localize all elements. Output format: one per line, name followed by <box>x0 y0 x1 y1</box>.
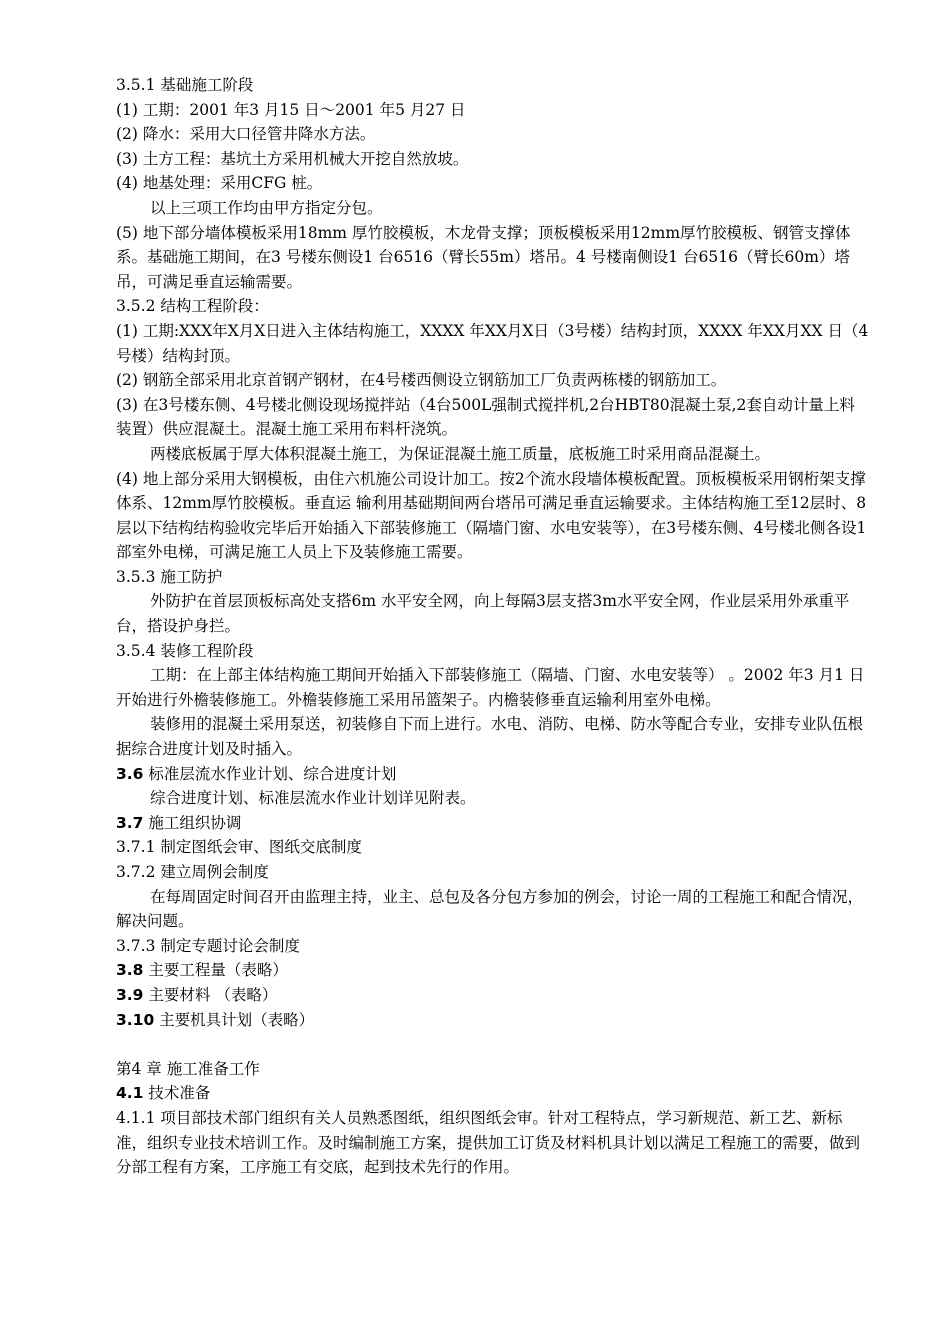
heading-3-5-4: 3.5.4 装修工程阶段 <box>116 641 254 660</box>
paragraph: 4.1.1 项目部技术部门组织有关人员熟悉图纸，组织图纸会审。针对工程特点，学习新规范、新工艺、新标准，组织专业技术培训工作。及时编制施工方案，提供加工订货及材料机具计划以满足工程施工的需要，做到分部工程有方案，工序施工有交底，起到技术先行的作用。 <box>116 1108 861 1177</box>
paragraph: 两楼底板属于厚大体积混凝土施工，为保证混凝土施工质量，底板施工时采用商品混凝土。 <box>150 444 771 463</box>
section-title: 技术准备 <box>143 1084 211 1103</box>
paragraph: 以上三项工作均由甲方指定分包。 <box>150 198 383 217</box>
heading-3-7-3: 3.7.3 制定专题讨论会制度 <box>116 936 300 955</box>
paragraph: 综合进度计划、标准层流水作业计划详见附表。 <box>150 789 476 808</box>
section-title: 标准层流水作业计划、综合进度计划 <box>143 764 397 783</box>
paragraph: (5) 地下部分墙体模板采用18mm 厚竹胶模板，木龙骨支撑；顶板模板采用12mm厚竹胶模板、钢管支撑体系。基础施工期间，在3 号楼东侧设1 台6516（臂长55m）塔吊。4 号楼南侧设1 台6516（臂长60m）塔吊，可满足垂直运输需要。 <box>116 223 851 291</box>
section-number: 3.10 <box>116 1010 155 1029</box>
chapter-4-title: 第4 章 施工准备工作 <box>116 1059 260 1078</box>
paragraph: 工期：在上部主体结构施工期间开始插入下部装修施工（隔墙、门窗、水电安装等） 。2002 年3 月1 日开始进行外檐装修施工。外檐装修施工采用吊篮架子。内檐装修垂直运输利用室外电梯。 <box>116 666 865 709</box>
paragraph: (1) 工期:XXX年X月X日进入主体结构施工，XXXX 年XX月X日（3号楼）结构封顶，XXXX 年XX月XX 日（4 号楼）结构封顶。 <box>116 321 869 365</box>
spacer <box>116 1032 870 1057</box>
heading-3-5-3: 3.5.3 施工防护 <box>116 567 223 586</box>
section-title: 主要机具计划（表略） <box>154 1010 315 1029</box>
section-number: 3.9 <box>116 985 144 1004</box>
heading-3-5-2: 3.5.2 结构工程阶段： <box>116 297 269 316</box>
paragraph: (3) 在3号楼东侧、4号楼北侧设现场搅拌站（4台500L强制式搅拌机,2台HBT80混凝土泵,2套自动计量上料装置）供应混凝土。混凝土施工采用布料杆浇筑。 <box>116 395 855 439</box>
section-title: 施工组织协调 <box>143 813 242 832</box>
heading-3-6 <box>116 762 870 787</box>
heading-3-5-1: 3.5.1 基础施工阶段 <box>116 76 254 94</box>
heading-3-8 <box>116 958 870 983</box>
paragraph: (1) 工期：2001 年3 月15 日～2001 年5 月27 日 <box>116 100 466 119</box>
section-number: 3.6 <box>116 764 144 783</box>
paragraph: (3) 土方工程：基坑土方采用机械大开挖自然放坡。 <box>116 149 469 168</box>
paragraph: (4) 地上部分采用大钢模板，由住六机施公司设计加工。按2个流水段墙体模板配置。顶板模板采用钢桁架支撑体系、12mm厚竹胶模板。垂直运 输利用基础期间两台塔吊可满足垂直运输要求。主体结构施工至12层时、8层以下结构结构验收完毕后开始插入下部装修施工（隔墙门窗、水电安装等），在3号楼东侧、4号楼北侧各设1部室外电梯，可满足施工人员上下及装修施工需要。 <box>116 469 867 562</box>
section-number: 3.7 <box>116 813 144 832</box>
paragraph: 外防护在首层顶板标高处支搭6m 水平安全网，向上每隔3层支搭3m水平安全网，作业层采用外承重平台，搭设护身拦。 <box>116 592 850 636</box>
section-title: 主要工程量（表略） <box>143 961 288 980</box>
paragraph: 装修用的混凝土采用泵送，初装修自下而上进行。水电、消防、电梯、防水等配合专业，安排专业队伍根据综合进度计划及时插入。 <box>116 715 864 759</box>
heading-4-1 <box>116 1081 870 1106</box>
heading-3-7-1: 3.7.1 制定图纸会审、图纸交底制度 <box>116 838 362 857</box>
section-title: 主要材料 （表略） <box>143 985 278 1004</box>
heading-3-10 <box>116 1008 870 1033</box>
paragraph: (2) 降水：采用大口径管井降水方法。 <box>116 125 376 144</box>
section-number: 3.8 <box>116 961 144 980</box>
paragraph: (2) 钢筋全部采用北京首钢产钢材，在4号楼西侧设立钢筋加工厂负责两栋楼的钢筋加工。 <box>116 371 727 390</box>
section-number: 4.1 <box>116 1084 144 1103</box>
paragraph: 在每周固定时间召开由监理主持，业主、总包及各分包方参加的例会，讨论一周的工程施工和配合情况，解决问题。 <box>116 887 864 931</box>
heading-3-7 <box>116 811 870 836</box>
heading-3-9 <box>116 983 870 1008</box>
paragraph: (4) 地基处理：采用CFG 桩。 <box>116 174 323 193</box>
heading-3-7-2: 3.7.2 建立周例会制度 <box>116 863 269 881</box>
